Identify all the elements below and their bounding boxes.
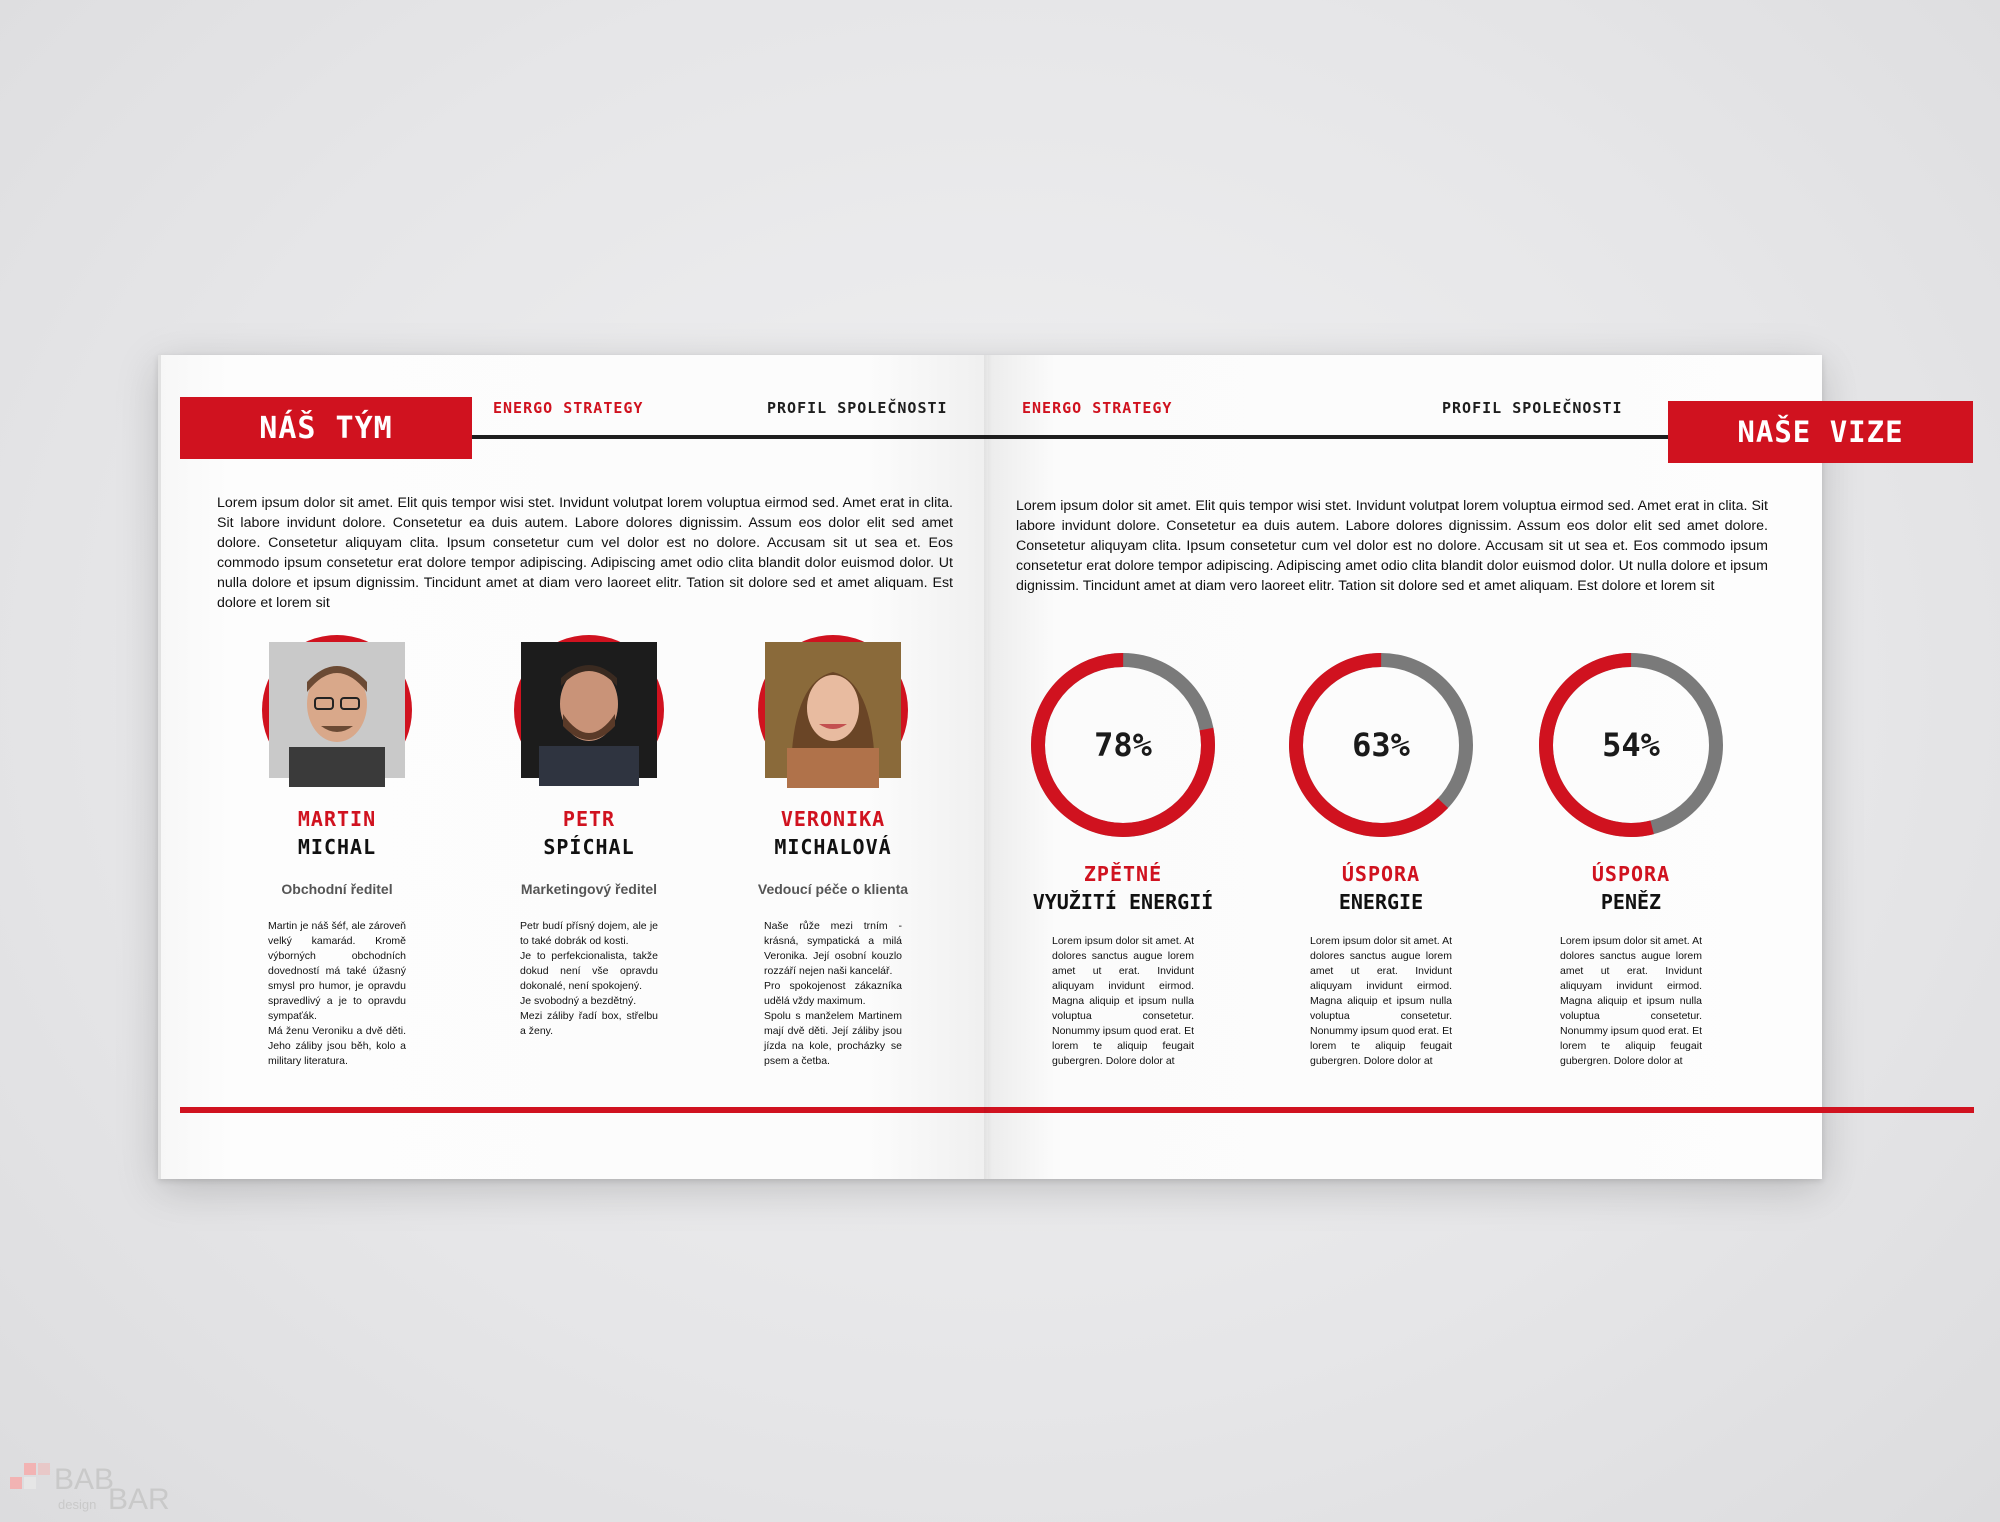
avatar bbox=[514, 635, 664, 785]
member-bio: Martin je náš šéf, ale zároveň velký kamarád. Kromě výborných obchodních dovedností má také úžasný smysl pro humor, je opravdu spravedlivý a je to opravdu sympaťák. Má ženu Veroniku a dvě děti. Jeho záliby jsou běh, kolo a military literatura. bbox=[268, 920, 406, 1067]
stat-title-line2: PENĚZ bbox=[1600, 890, 1662, 914]
member-role: Vedoucí péče o klienta bbox=[757, 881, 909, 897]
stat-title-line2: VYUŽITÍ ENERGIÍ bbox=[1032, 890, 1214, 914]
stat-body: Lorem ipsum dolor sit amet. At dolores sanctus augue lorem amet ut erat. Invidunt aliquyam invidunt eirmod. Magna aliquip et ipsum nulla voluptua consetetur. Nonummy ipsum quod erat. Et lorem te aliquip feugait gubergren. Dolore dolor at bbox=[1560, 935, 1702, 1067]
page-title: NÁŠ TÝM bbox=[180, 397, 472, 459]
watermark-logo bbox=[10, 1455, 210, 1515]
header-section: PROFIL SPOLEČNOSTI bbox=[1442, 399, 1623, 417]
progress-ring bbox=[1536, 650, 1726, 840]
avatar bbox=[758, 635, 908, 785]
ring-value: 63% bbox=[1352, 726, 1410, 764]
member-last-name: SPÍCHAL bbox=[543, 835, 635, 859]
stat-title-line1: ÚSPORA bbox=[1341, 862, 1421, 886]
member-bio: Petr budí přísný dojem, ale je to také dobrák od kosti. Je to perfekcionalista, takže dokud není vše opravdu dokonalé, není spokojený. Je svobodný a bezdětný. Mezi záliby řadí box, střelbu a ženy. bbox=[520, 920, 658, 1037]
brochure-spread bbox=[158, 355, 1904, 1179]
avatar bbox=[262, 635, 412, 785]
team-member-card bbox=[723, 635, 943, 1069]
stat-body: Lorem ipsum dolor sit amet. At dolores sanctus augue lorem amet ut erat. Invidunt aliquyam invidunt eirmod. Magna aliquip et ipsum nulla voluptua consetetur. Nonummy ipsum quod erat. Et lorem te aliquip feugait gubergren. Dolore dolor at bbox=[1052, 935, 1194, 1067]
footer-rule bbox=[988, 1107, 1974, 1113]
header-brand: ENERGO STRATEGY bbox=[1022, 399, 1173, 417]
header-rule bbox=[988, 435, 1668, 439]
intro-text: Lorem ipsum dolor sit amet. Elit quis tempor wisi stet. Invidunt volutpat lorem voluptua eirmod sed. Amet erat in clita. Sit labore invidunt dolore. Consetetur ea duis autem. Labore dolores dignissim. Assum eos dolor elit sed amet dolore. Consetetur aliquyam clita. Ipsum consetetur cum vel dolor est no dolore. Accusam sit ut sea et. Eos commodo ipsum consetetur erat dolore tempor adipiscing. Adipiscing amet odio clita blandit dolor euismod dolor. Ut nulla dolore et ipsum dignissim. Tincidunt amet at diam vero laoreet elitr. Tation sit dolore sed et amet aliquam. Est dolore et lorem sit bbox=[1016, 498, 1768, 594]
portrait-image bbox=[521, 642, 657, 778]
team-member-card bbox=[479, 635, 699, 1039]
header-brand: ENERGO STRATEGY bbox=[493, 399, 644, 417]
svg-text:BAB: BAB bbox=[54, 1463, 115, 1496]
member-last-name: MICHALOVÁ bbox=[774, 835, 892, 859]
stat-body: Lorem ipsum dolor sit amet. At dolores sanctus augue lorem amet ut erat. Invidunt aliquyam invidunt eirmod. Magna aliquip et ipsum nulla voluptua consetetur. Nonummy ipsum quod erat. Et lorem te aliquip feugait gubergren. Dolore dolor at bbox=[1310, 935, 1452, 1067]
page-title: NAŠE VIZE bbox=[1668, 401, 1973, 463]
ring-value: 54% bbox=[1602, 726, 1660, 764]
member-role: Marketingový ředitel bbox=[520, 881, 658, 897]
stat-card bbox=[1008, 650, 1238, 1069]
svg-text:design: design bbox=[58, 1497, 97, 1512]
spine-shadow bbox=[984, 355, 992, 1179]
portrait-image bbox=[269, 642, 405, 778]
member-first-name: PETR bbox=[562, 807, 616, 831]
stat-title-line2: ENERGIE bbox=[1338, 890, 1424, 914]
ring-value: 78% bbox=[1094, 726, 1152, 764]
member-role: Obchodní ředitel bbox=[281, 881, 393, 897]
progress-ring bbox=[1028, 650, 1218, 840]
header-section: PROFIL SPOLEČNOSTI bbox=[767, 399, 948, 417]
member-last-name: MICHAL bbox=[297, 835, 377, 859]
stat-card bbox=[1266, 650, 1496, 1069]
header-rule bbox=[472, 435, 991, 439]
portrait-image bbox=[765, 642, 901, 778]
stat-card bbox=[1516, 650, 1746, 1069]
member-first-name: VERONIKA bbox=[780, 807, 886, 831]
team-member-card bbox=[227, 635, 447, 1069]
progress-ring bbox=[1286, 650, 1476, 840]
stat-title-line1: ZPĚTNÉ bbox=[1083, 862, 1163, 886]
member-bio: Naše růže mezi trním - krásná, sympatická a milá Veronika. Její osobní kouzlo rozzáří nejen naši kancelář. Pro spokojenost zákazníka udělá vždy maximum. Spolu s manželem Martinem mají dvě děti. Její záliby jsou jízda na kole, procházky se psem a četba. bbox=[764, 920, 902, 1067]
intro-text: Lorem ipsum dolor sit amet. Elit quis tempor wisi stet. Invidunt volutpat lorem voluptua eirmod sed. Amet erat in clita. Sit labore invidunt dolore. Consetetur ea duis autem. Labore dolores dignissim. Assum eos dolor elit sed amet dolore. Consetetur aliquyam clita. Ipsum consetetur cum vel dolor est no dolore. Accusam sit ut sea et. Eos commodo ipsum consetetur erat dolore tempor adipiscing. Adipiscing amet odio clita blandit dolor euismod dolor. Ut nulla dolore et ipsum dignissim. Tincidunt amet at diam vero laoreet elitr. Tation sit dolore sed et amet aliquam. Est dolore et lorem sit bbox=[217, 495, 953, 611]
footer-rule bbox=[180, 1107, 991, 1113]
stat-title-line1: ÚSPORA bbox=[1591, 862, 1671, 886]
svg-text:BAR: BAR bbox=[108, 1483, 170, 1516]
right-page bbox=[988, 355, 1904, 1179]
member-first-name: MARTIN bbox=[297, 807, 377, 831]
left-page bbox=[158, 355, 991, 1179]
